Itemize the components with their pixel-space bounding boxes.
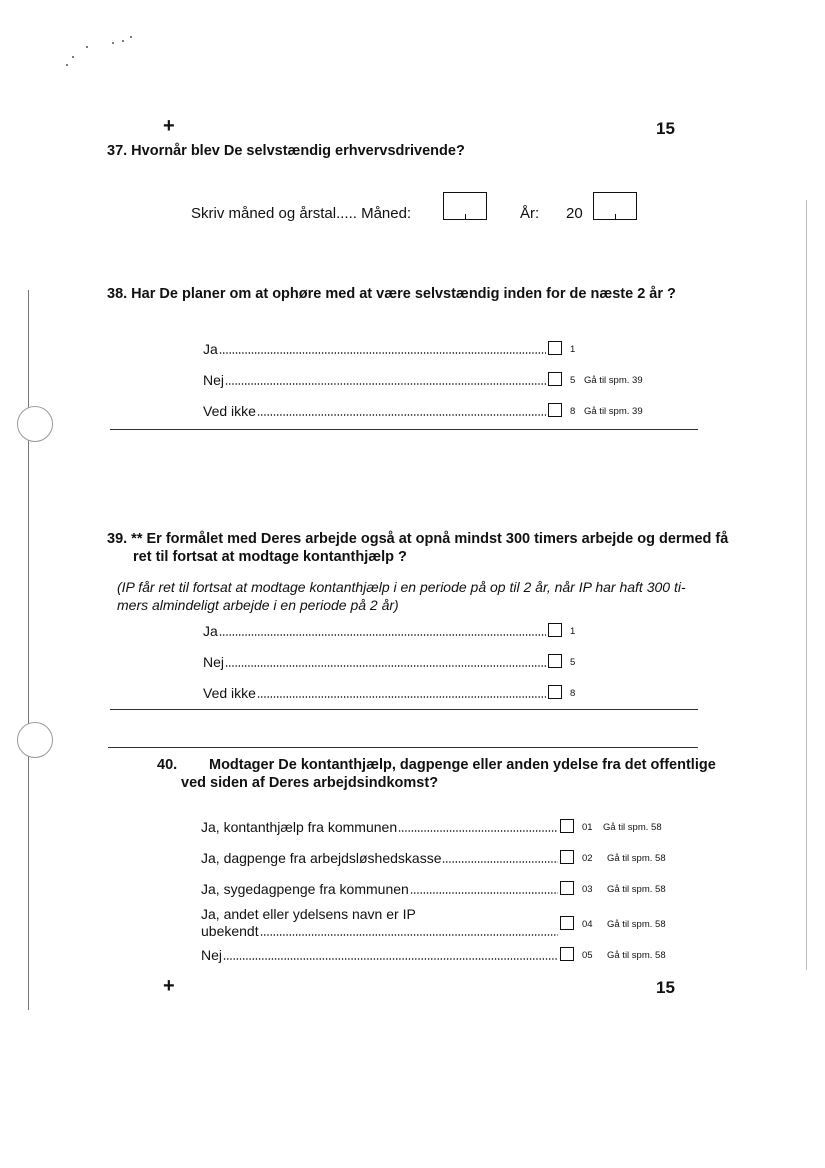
option-code: 02 <box>582 853 593 864</box>
skip-instruction: Gå til spm. 58 <box>607 919 666 930</box>
q38-option-ved-ikke <box>203 403 548 419</box>
skip-instruction: Gå til spm. 39 <box>584 375 643 386</box>
option-code: 05 <box>582 950 593 961</box>
option-code: 03 <box>582 884 593 895</box>
registration-plus-top: + <box>163 115 175 137</box>
option-label: Ja, sygedagpenge fra kommunen <box>201 881 409 897</box>
q40-option-dagpenge <box>201 850 560 866</box>
q39-checkbox-ja[interactable] <box>548 623 562 637</box>
question-40-title-line1: Modtager De kontanthjælp, dagpenge eller anden ydelse fra det offentlige <box>209 757 716 773</box>
q38-checkbox-ved-ikke[interactable] <box>548 403 562 417</box>
option-label: ubekendt <box>201 923 259 939</box>
skip-instruction: Gå til spm. 39 <box>584 406 643 417</box>
question-38-title: 38. Har De planer om at ophøre med at være selvstændig inden for de næste 2 år ? <box>107 286 676 302</box>
q40-option-sygedagpenge <box>201 881 560 897</box>
option-code: 8 <box>570 406 576 417</box>
skip-instruction: Gå til spm. 58 <box>603 822 662 833</box>
q37-year-label: År: <box>520 205 540 222</box>
month-entry-box[interactable] <box>443 192 487 220</box>
q37-year-prefix: 20 <box>566 205 583 222</box>
option-code: 01 <box>582 822 593 833</box>
q38-option-nej <box>203 372 548 388</box>
option-code: 5 <box>570 657 576 668</box>
section-divider <box>108 747 698 748</box>
q40-option-andet <box>201 923 560 939</box>
q40-checkbox-05[interactable] <box>560 947 574 961</box>
option-code: 8 <box>570 688 576 699</box>
dot-leader <box>257 414 546 416</box>
q40-checkbox-04[interactable] <box>560 916 574 930</box>
option-label: Ved ikke <box>203 685 256 701</box>
q39-option-ved-ikke <box>203 685 548 701</box>
q40-option-andet-line1: Ja, andet eller ydelsens navn er IP <box>201 906 416 922</box>
dot-leader <box>260 934 558 936</box>
punch-hole <box>17 406 53 442</box>
dot-leader <box>223 958 558 960</box>
q40-checkbox-03[interactable] <box>560 881 574 895</box>
q39-checkbox-nej[interactable] <box>548 654 562 668</box>
dot-leader <box>225 665 546 667</box>
page-number-top: 15 <box>656 119 675 138</box>
option-code: 1 <box>570 344 576 355</box>
option-label: Nej <box>203 372 225 388</box>
q40-checkbox-02[interactable] <box>560 850 574 864</box>
question-39-title-line1: 39. ** Er formålet med Deres arbejde også at opnå mindst 300 timers arbejde og dermed få <box>107 531 729 547</box>
question-40-number: 40. <box>157 757 178 773</box>
registration-plus-bottom: + <box>163 975 175 997</box>
q39-option-nej <box>203 654 548 670</box>
q40-option-nej <box>201 947 560 963</box>
option-label: Ved ikke <box>203 403 256 419</box>
dot-leader <box>442 861 558 863</box>
page-number-bottom: 15 <box>656 978 675 997</box>
question-39-title-line2: ret til fortsat at modtage kontanthjælp ? <box>133 549 407 565</box>
option-label: Ja, dagpenge fra arbejdsløshedskasse <box>201 850 442 866</box>
option-label: Ja <box>203 341 218 357</box>
option-label: Ja, kontanthjælp fra kommunen <box>201 819 398 835</box>
dot-leader <box>257 696 546 698</box>
skip-instruction: Gå til spm. 58 <box>607 884 666 895</box>
q38-checkbox-ja[interactable] <box>548 341 562 355</box>
right-margin-line <box>806 200 807 970</box>
question-39-note-line2: mers almindeligt arbejde i en periode på 2 år) <box>117 597 399 613</box>
question-37-title: 37. Hvornår blev De selvstændig erhvervsdrivende? <box>107 143 465 159</box>
dot-leader <box>398 830 558 832</box>
q39-checkbox-ved-ikke[interactable] <box>548 685 562 699</box>
dot-leader <box>410 892 558 894</box>
skip-instruction: Gå til spm. 58 <box>607 853 666 864</box>
option-label: Nej <box>201 947 223 963</box>
q40-option-kontanthjaelp <box>201 819 560 835</box>
option-label: Nej <box>203 654 225 670</box>
dot-leader <box>219 634 546 636</box>
option-code: 1 <box>570 626 576 637</box>
section-divider <box>110 429 698 430</box>
q37-prompt: Skriv måned og årstal..... Måned: <box>191 205 412 222</box>
question-39-note-line1: (IP får ret til fortsat at modtage kontanthjælp i en periode på op til 2 år, når IP har haft 300 ti- <box>117 579 686 595</box>
option-code: 5 <box>570 375 576 386</box>
section-divider <box>110 709 698 710</box>
question-40-title-line2: ved siden af Deres arbejdsindkomst? <box>181 775 439 791</box>
punch-hole <box>17 722 53 758</box>
left-margin-line <box>28 290 29 1010</box>
dot-leader <box>225 383 546 385</box>
option-label: Ja <box>203 623 218 639</box>
q40-checkbox-01[interactable] <box>560 819 574 833</box>
skip-instruction: Gå til spm. 58 <box>607 950 666 961</box>
year-entry-box[interactable] <box>593 192 637 220</box>
q38-checkbox-nej[interactable] <box>548 372 562 386</box>
q39-option-ja <box>203 623 548 639</box>
q38-option-ja <box>203 341 548 357</box>
option-code: 04 <box>582 919 593 930</box>
dot-leader <box>219 352 546 354</box>
